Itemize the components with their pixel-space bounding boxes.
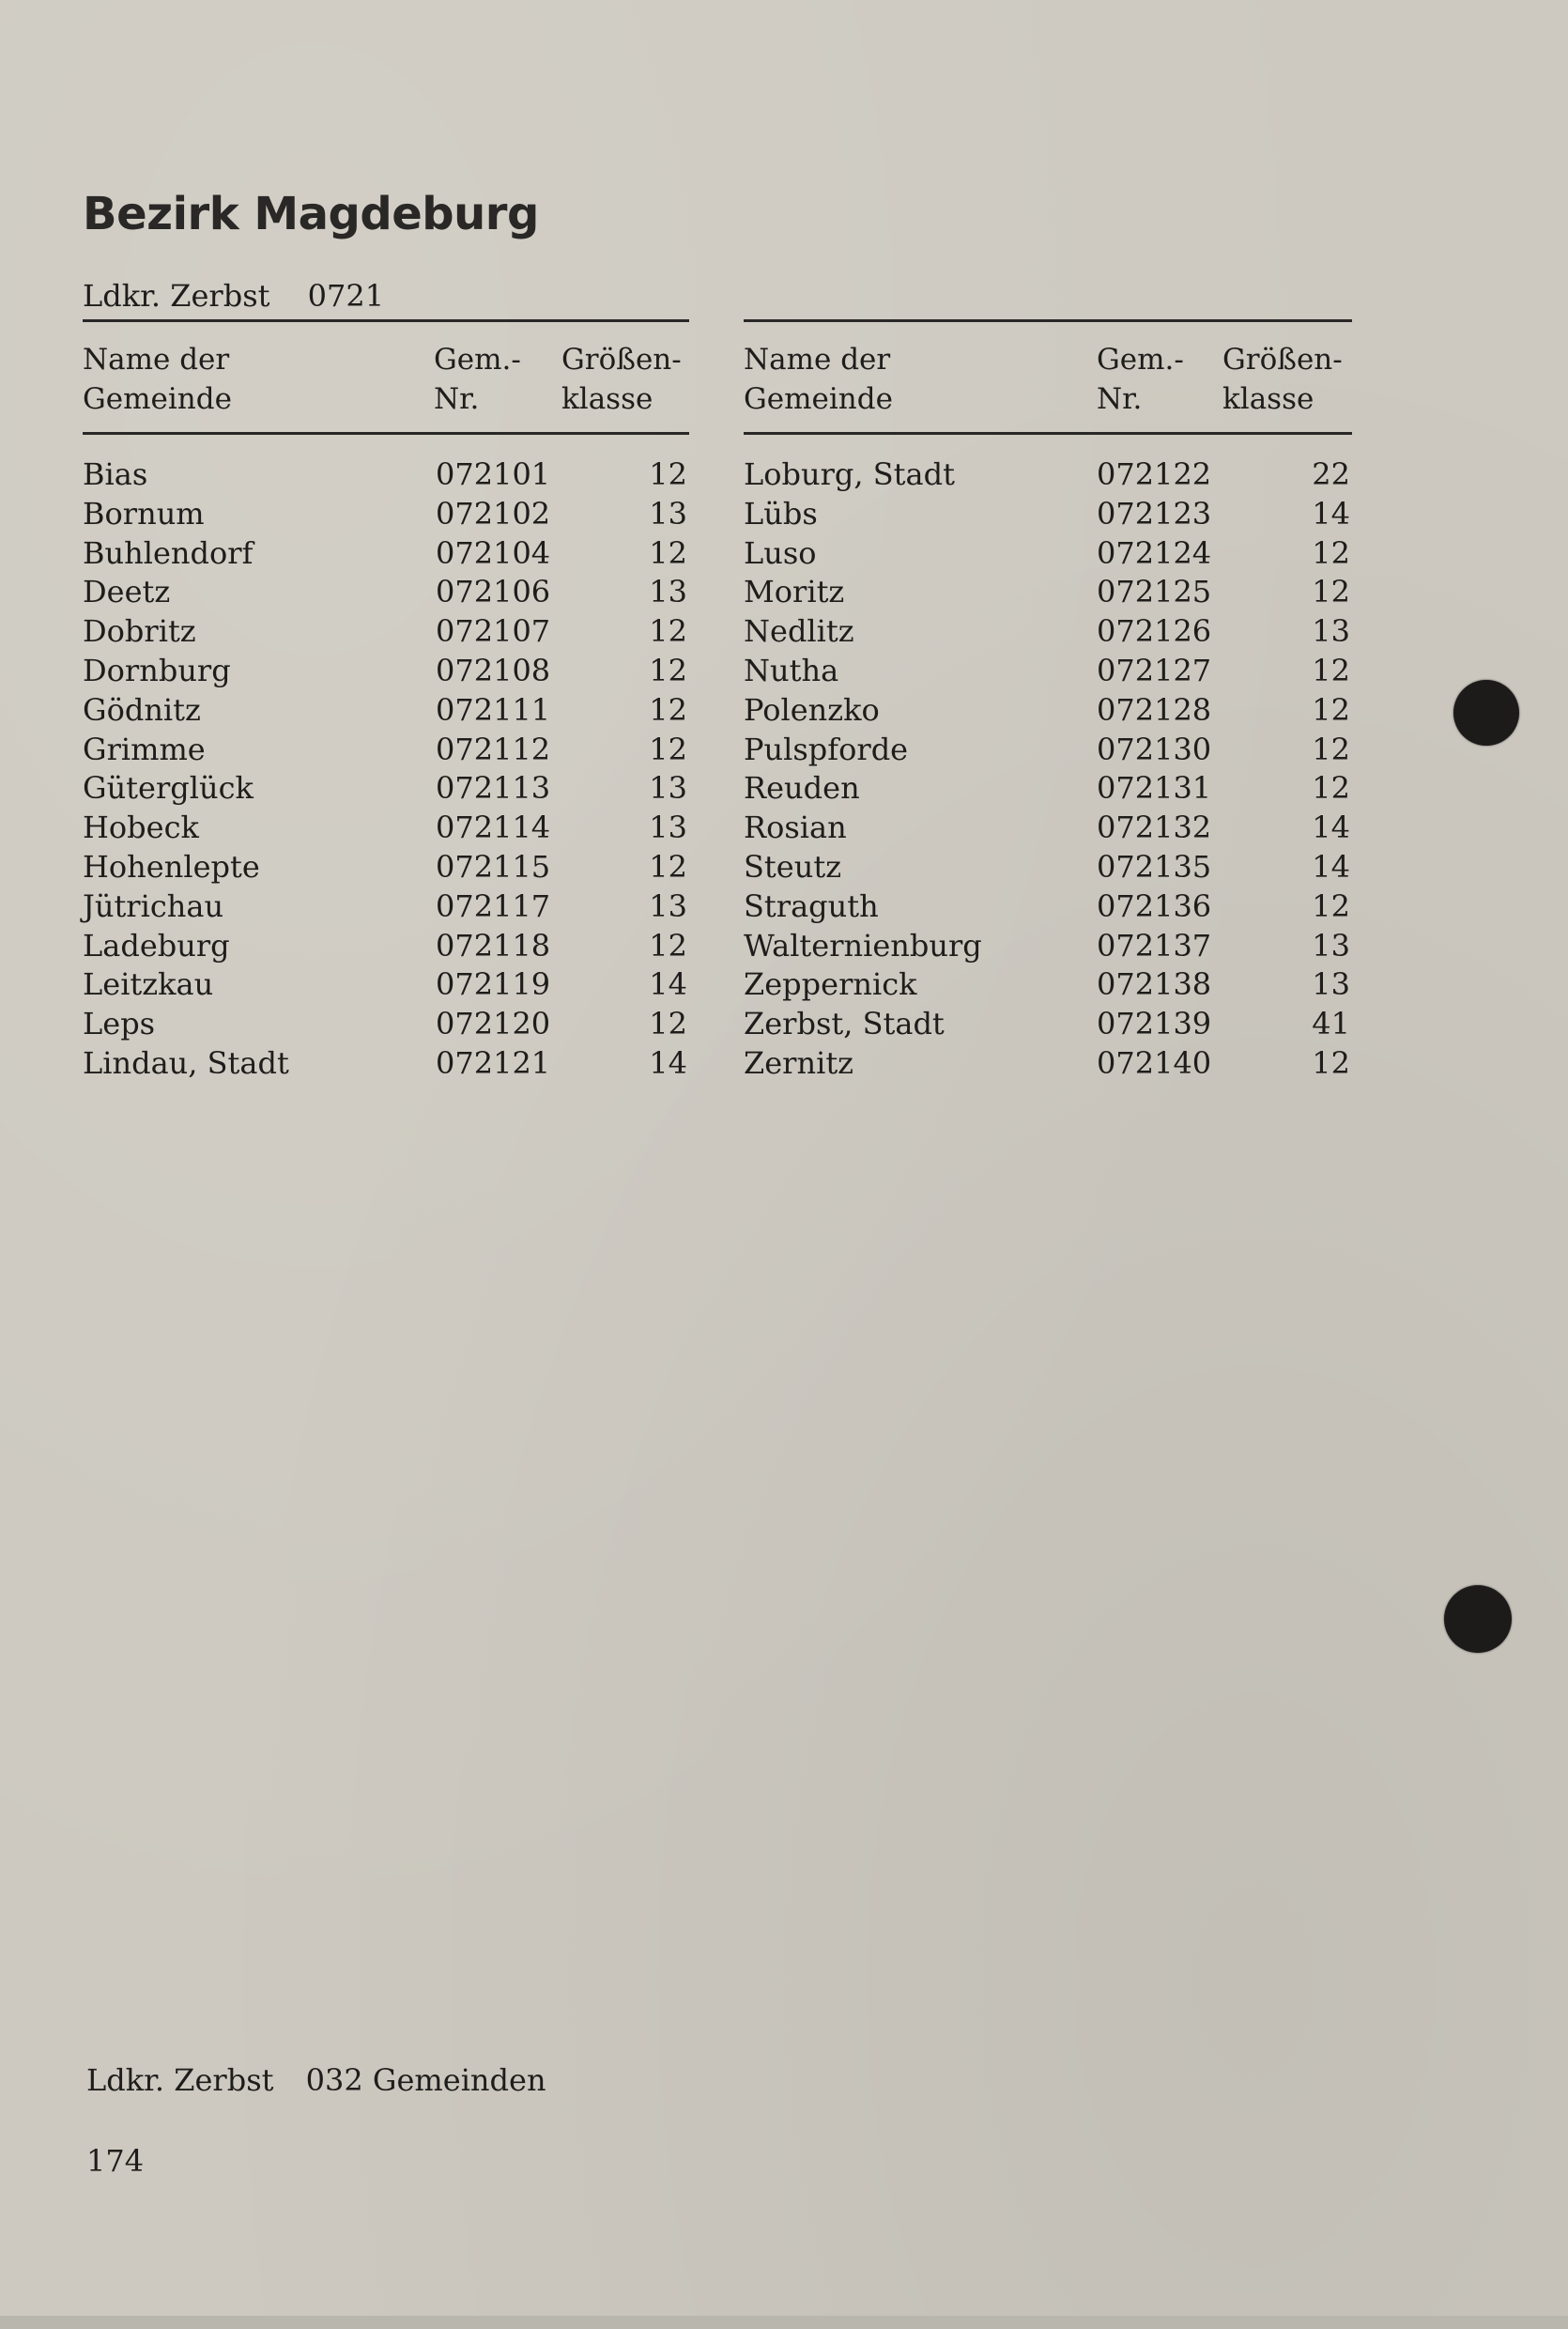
page-bottom-edge xyxy=(0,2316,1568,2329)
size-class: 12 xyxy=(649,1006,687,1042)
municipality-name: Lindau, Stadt xyxy=(83,1044,289,1081)
municipality-name: Zeppernick xyxy=(744,966,917,1003)
municipality-name: Zernitz xyxy=(744,1044,854,1081)
size-class: 12 xyxy=(1312,534,1350,571)
municipality-number: 072117 xyxy=(436,887,551,924)
municipality-name: Gödnitz xyxy=(83,691,201,728)
left-header-nr xyxy=(434,340,521,419)
district-label: Ldkr. Zerbst xyxy=(83,278,270,314)
left-table-header-rule xyxy=(83,432,689,435)
table-row xyxy=(744,1005,1354,1044)
table-row xyxy=(744,809,1354,848)
municipality-number: 072127 xyxy=(1097,652,1212,688)
municipality-number: 072115 xyxy=(436,848,551,885)
municipality-number: 072121 xyxy=(436,1044,551,1081)
table-row xyxy=(83,809,687,848)
table-row xyxy=(744,927,1354,966)
municipality-name: Reuden xyxy=(744,770,860,807)
header-nr-line1: Gem.- xyxy=(434,343,521,377)
header-name-line1: Name der xyxy=(744,343,891,377)
table-row xyxy=(83,534,687,574)
right-table-top-rule xyxy=(744,319,1352,322)
municipality-number: 072126 xyxy=(1097,613,1212,650)
size-class: 12 xyxy=(649,848,687,885)
municipality-number: 072120 xyxy=(436,1006,551,1042)
municipality-number: 072112 xyxy=(436,731,551,767)
header-name-line1: Name der xyxy=(83,343,230,377)
right-header-name xyxy=(744,340,893,419)
size-class: 12 xyxy=(1312,770,1350,807)
table-row xyxy=(744,769,1354,809)
municipality-number: 072101 xyxy=(436,456,551,492)
size-class: 13 xyxy=(1312,927,1350,964)
size-class: 22 xyxy=(1312,456,1350,492)
header-class-line2: klasse xyxy=(1222,382,1314,416)
size-class: 13 xyxy=(1312,966,1350,1003)
municipality-number: 072130 xyxy=(1097,731,1212,767)
size-class: 13 xyxy=(1312,613,1350,650)
table-row xyxy=(83,691,687,731)
municipality-number: 072131 xyxy=(1097,770,1212,807)
table-row xyxy=(744,455,1354,495)
municipality-number: 072106 xyxy=(436,574,551,610)
left-table-top-rule xyxy=(83,319,689,322)
size-class: 12 xyxy=(649,731,687,767)
municipality-number: 072104 xyxy=(436,534,551,571)
size-class: 12 xyxy=(1312,691,1350,728)
table-row xyxy=(744,848,1354,887)
punch-hole-lower xyxy=(1444,1585,1512,1653)
table-row xyxy=(744,652,1354,691)
municipality-number: 072123 xyxy=(1097,495,1212,532)
footer-district-label: Ldkr. Zerbst xyxy=(86,2062,274,2098)
municipality-number: 072138 xyxy=(1097,966,1212,1003)
municipality-name: Ladeburg xyxy=(83,927,230,964)
size-class: 13 xyxy=(649,574,687,610)
municipality-name: Loburg, Stadt xyxy=(744,456,955,492)
size-class: 12 xyxy=(1312,1044,1350,1081)
table-row xyxy=(744,691,1354,731)
municipality-number: 072111 xyxy=(436,691,551,728)
size-class: 12 xyxy=(649,456,687,492)
right-header-class xyxy=(1222,340,1343,419)
municipality-number: 072135 xyxy=(1097,848,1212,885)
table-row xyxy=(744,612,1354,652)
footer-municipality-count: 032 Gemeinden xyxy=(305,2062,546,2098)
municipality-number: 072108 xyxy=(436,652,551,688)
municipality-name: Deetz xyxy=(83,574,171,610)
size-class: 12 xyxy=(1312,887,1350,924)
table-row xyxy=(83,495,687,534)
municipality-number: 072124 xyxy=(1097,534,1212,571)
table-row xyxy=(83,652,687,691)
municipality-name: Zerbst, Stadt xyxy=(744,1006,945,1042)
municipality-name: Dobritz xyxy=(83,613,196,650)
municipality-name: Steutz xyxy=(744,848,842,885)
size-class: 13 xyxy=(649,810,687,846)
municipality-name: Bornum xyxy=(83,495,205,532)
size-class: 14 xyxy=(649,966,687,1003)
size-class: 13 xyxy=(649,495,687,532)
municipality-number: 072128 xyxy=(1097,691,1212,728)
header-class-line1: Größen- xyxy=(1222,343,1343,377)
size-class: 12 xyxy=(649,652,687,688)
municipality-name: Buhlendorf xyxy=(83,534,254,571)
municipality-name: Güterglück xyxy=(83,770,254,807)
header-nr-line2: Nr. xyxy=(434,382,480,416)
municipality-number: 072125 xyxy=(1097,574,1212,610)
size-class: 12 xyxy=(649,613,687,650)
municipality-name: Moritz xyxy=(744,574,845,610)
size-class: 41 xyxy=(1312,1006,1350,1042)
size-class: 12 xyxy=(1312,574,1350,610)
table-row xyxy=(83,612,687,652)
municipality-number: 072122 xyxy=(1097,456,1212,492)
table-row xyxy=(83,1044,687,1084)
table-row xyxy=(744,495,1354,534)
right-table-body xyxy=(744,455,1354,1084)
page-title: Bezirk Magdeburg xyxy=(83,188,539,240)
table-row xyxy=(83,887,687,927)
municipality-name: Leitzkau xyxy=(83,966,214,1003)
header-nr-line1: Gem.- xyxy=(1097,343,1184,377)
size-class: 14 xyxy=(649,1044,687,1081)
table-row xyxy=(83,927,687,966)
left-header-name xyxy=(83,340,232,419)
table-row xyxy=(83,769,687,809)
table-row xyxy=(83,731,687,770)
municipality-number: 072140 xyxy=(1097,1044,1212,1081)
table-row xyxy=(744,534,1354,574)
municipality-name: Dornburg xyxy=(83,652,231,688)
table-row xyxy=(83,848,687,887)
punch-hole-upper xyxy=(1453,680,1519,746)
table-row xyxy=(83,965,687,1005)
municipality-number: 072139 xyxy=(1097,1006,1212,1042)
municipality-number: 072113 xyxy=(436,770,551,807)
size-class: 12 xyxy=(649,927,687,964)
header-nr-line2: Nr. xyxy=(1097,382,1143,416)
footer-summary xyxy=(86,2062,546,2098)
municipality-name: Luso xyxy=(744,534,817,571)
municipality-name: Hohenlepte xyxy=(83,848,260,885)
municipality-name: Nedlitz xyxy=(744,613,854,650)
size-class: 12 xyxy=(649,691,687,728)
table-row xyxy=(744,1044,1354,1084)
left-table-body xyxy=(83,455,687,1084)
size-class: 14 xyxy=(1312,848,1350,885)
table-row xyxy=(744,731,1354,770)
right-header-nr xyxy=(1097,340,1184,419)
municipality-name: Walternienburg xyxy=(744,927,982,964)
municipality-name: Nutha xyxy=(744,652,839,688)
page-number: 174 xyxy=(86,2143,145,2179)
municipality-name: Lübs xyxy=(744,495,818,532)
header-class-line2: klasse xyxy=(561,382,653,416)
header-name-line2: Gemeinde xyxy=(83,382,232,416)
municipality-number: 072102 xyxy=(436,495,551,532)
municipality-name: Bias xyxy=(83,456,148,492)
size-class: 14 xyxy=(1312,810,1350,846)
district-line xyxy=(83,278,384,314)
table-row xyxy=(744,887,1354,927)
size-class: 12 xyxy=(1312,652,1350,688)
municipality-name: Leps xyxy=(83,1006,156,1042)
municipality-number: 072137 xyxy=(1097,927,1212,964)
municipality-number: 072119 xyxy=(436,966,551,1003)
table-row xyxy=(83,455,687,495)
municipality-name: Hobeck xyxy=(83,810,199,846)
size-class: 14 xyxy=(1312,495,1350,532)
municipality-number: 072118 xyxy=(436,927,551,964)
municipality-name: Grimme xyxy=(83,731,206,767)
municipality-number: 072132 xyxy=(1097,810,1212,846)
municipality-name: Jütrichau xyxy=(83,887,224,924)
municipality-name: Straguth xyxy=(744,887,879,924)
left-header-class xyxy=(561,340,682,419)
table-row xyxy=(83,573,687,612)
size-class: 13 xyxy=(649,770,687,807)
municipality-name: Rosian xyxy=(744,810,847,846)
municipality-number: 072107 xyxy=(436,613,551,650)
header-name-line2: Gemeinde xyxy=(744,382,893,416)
municipality-number: 072136 xyxy=(1097,887,1212,924)
table-row xyxy=(744,965,1354,1005)
header-class-line1: Größen- xyxy=(561,343,682,377)
district-code: 0721 xyxy=(307,278,385,314)
municipality-name: Polenzko xyxy=(744,691,880,728)
size-class: 12 xyxy=(1312,731,1350,767)
municipality-name: Pulspforde xyxy=(744,731,909,767)
table-row xyxy=(83,1005,687,1044)
size-class: 12 xyxy=(649,534,687,571)
table-row xyxy=(744,573,1354,612)
size-class: 13 xyxy=(649,887,687,924)
right-table-header-rule xyxy=(744,432,1352,435)
municipality-number: 072114 xyxy=(436,810,551,846)
